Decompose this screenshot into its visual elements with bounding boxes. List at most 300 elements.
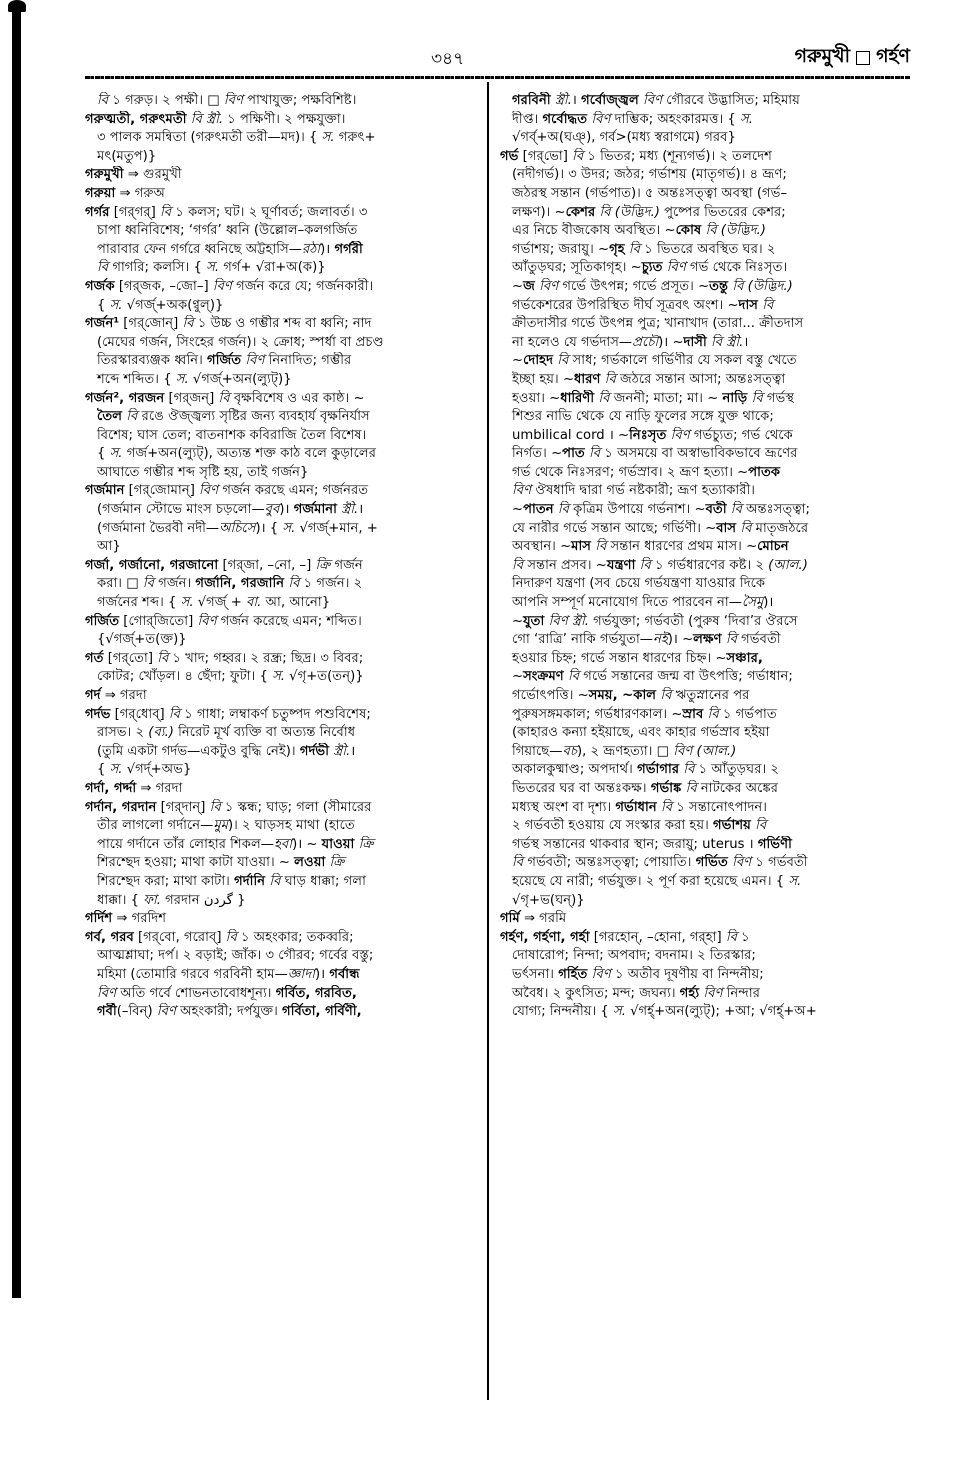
grammar-label: বিণ <box>591 966 611 982</box>
dictionary-line <box>85 482 480 501</box>
dictionary-line <box>500 799 905 818</box>
grammar-label: অচিসে <box>219 520 256 536</box>
definition-text: পুষ্পের ভিতরের কেশর; <box>659 204 786 220</box>
dictionary-line <box>85 631 480 650</box>
grammar-label: বি <box>628 241 641 257</box>
definition-text: অন্তঃসত্ত্বা; <box>741 502 810 518</box>
definition-text: ⇒ গরমি <box>519 911 567 927</box>
grammar-label: (ব্য.) <box>148 725 174 741</box>
definition-text: )। ~ <box>667 632 694 648</box>
definition-text: গাগরি; কলসি। { <box>108 260 207 276</box>
headword: গর্দভী <box>299 743 329 759</box>
grammar-label: বি স্ত্রী. <box>711 334 744 350</box>
grammar-label: স. <box>109 762 123 778</box>
dictionary-line <box>85 780 480 799</box>
headword: গরুমুখী <box>85 167 124 183</box>
dictionary-line <box>500 743 905 762</box>
grammar-label: বিণ <box>591 111 611 127</box>
dictionary-line <box>500 724 905 743</box>
page-header <box>85 42 910 72</box>
dictionary-line <box>500 668 905 687</box>
grammar-label: বা. <box>246 595 262 611</box>
dictionary-line <box>500 538 905 557</box>
page-spine-edge <box>8 0 26 1300</box>
dictionary-line <box>85 873 480 892</box>
dictionary-line <box>85 929 480 948</box>
headword: লক্ষণ <box>693 632 722 648</box>
dictionary-line <box>500 334 905 353</box>
definition-text: )। <box>314 966 330 982</box>
definition-text: দাম্ভিক; অহংকারমত্ত। { <box>610 111 741 127</box>
guide-words <box>795 42 910 74</box>
headword: সময়, ~কাল <box>588 688 657 703</box>
headword: গর্দা, গর্দ্দা <box>85 780 137 796</box>
headword: পাতন <box>523 502 554 518</box>
grammar-label: বি (উদ্ভিদ.) <box>599 204 660 220</box>
dictionary-line <box>500 278 905 297</box>
definition-text: [গর্‌জোমান্‌] <box>124 483 200 499</box>
definition-text: (–বিন্‌) <box>116 1004 157 1020</box>
grammar-label: বিণ <box>539 278 559 294</box>
dictionary-line <box>85 334 480 353</box>
grammar-label: বিণ <box>212 278 232 294</box>
grammar-label: বি <box>225 929 237 945</box>
dictionary-line <box>85 185 480 204</box>
definition-text: আ, আনো} <box>261 595 331 611</box>
left-column <box>85 92 480 1022</box>
definition-text: গর্ভস্থ <box>762 390 795 406</box>
definition-text: পুরুষসঙ্গমকাল; গর্ভধারণকাল। ~ <box>512 706 683 722</box>
headword: গর্বিতা, গর্বিণী, <box>282 1004 362 1020</box>
definition-text: গর্জনের শব্দ। { <box>97 595 181 611</box>
definition-text: )। ২ ঘাড়সহ মাথা (হাতে <box>227 818 355 834</box>
definition-text: umbilical cord । ~ <box>512 427 630 443</box>
dictionary-line <box>500 315 905 334</box>
grammar-label: বি <box>762 297 774 313</box>
definition-text: আঘাতে গম্ভীর শব্দ সৃষ্টি হয়, তাই গর্জন} <box>97 464 309 480</box>
definition-text: গর্ভে উৎপন্ন; গর্ভে প্রসূত। ~ <box>558 278 710 294</box>
definition-text: √গর্জ্‌+মান, + <box>295 520 378 536</box>
headword: স্রাব <box>682 706 704 722</box>
dictionary-line <box>500 594 905 613</box>
definition-text: জননী; মাতা; মা। ~ <box>609 390 723 406</box>
definition-text: গর্জন। <box>154 576 196 592</box>
headword: গর্বিত, গরবিত, <box>275 985 357 1001</box>
headword: দোহদ <box>523 353 554 369</box>
dictionary-line <box>85 947 480 966</box>
dictionary-line <box>85 854 480 873</box>
dictionary-line <box>85 910 480 929</box>
definition-text: ), ২ ভ্রূণহত্যা। □ <box>576 743 674 759</box>
dictionary-line <box>500 92 905 111</box>
dictionary-line <box>500 892 905 911</box>
definition-text: ২ গর্ভবতী হওয়ায় যে সংস্কার করা হয়। <box>512 818 714 834</box>
definition-text: ইচ্ছা হয়। ~ <box>512 371 575 387</box>
definition-text: [গর্‌জন্‌] <box>164 390 219 406</box>
grammar-label: বি <box>182 316 194 332</box>
definition-text: √গৃ+ভ(ঘন্‌)} <box>512 892 585 908</box>
definition-text: শিরশ্ছেদ করা; মাথা কাটা। <box>97 873 235 889</box>
grammar-label: স. <box>321 130 335 146</box>
grammar-label: স. <box>613 1004 626 1020</box>
dictionary-line <box>85 148 480 167</box>
dictionary-line <box>85 892 480 911</box>
page-number: ৩৪৭ <box>431 49 465 69</box>
grammar-label: বি <box>639 557 651 573</box>
definition-text: ক্রীতদাসীর গর্ভে উৎপন্ন পুত্র; খানাখাদ (তারা... ক্রীতদাস <box>512 316 804 332</box>
grammar-label: বি <box>683 762 695 778</box>
definition-text: । <box>358 502 364 518</box>
definition-text: গর্ভবতী; অন্তঃসত্ত্বা; পোয়াতি। <box>523 855 696 871</box>
headword: গর্জমানা <box>293 502 337 518</box>
grammar-label: বি <box>557 353 569 369</box>
headword: গর্জা, গর্জানো, গরজানো <box>85 557 219 573</box>
headword: গৃহ <box>609 241 625 257</box>
grammar-label: বি (উদ্ভিদ.) <box>732 278 793 294</box>
grammar-label: বিণ <box>223 93 243 108</box>
grammar-label: স. <box>272 669 285 685</box>
definition-text: √গর্ব্‌+অ(ঘঞ্‌), গর্ব>(মধ্য স্বরাগমে) গরব} <box>512 130 736 146</box>
grammar-label: রঠা <box>301 241 321 257</box>
definition-text: মৎ(মতুপ)} <box>97 148 157 164</box>
dictionary-line <box>500 427 905 446</box>
grammar-label: ফা. <box>143 892 161 908</box>
definition-text: দোষারোপ; নিন্দা; অপবাদ; বদনাম। ২ তিরস্কার; <box>512 948 756 964</box>
dictionary-line <box>85 687 480 706</box>
grammar-label: স. <box>109 446 123 462</box>
definition-text: [গোর্‌জিতো] <box>119 613 198 629</box>
definition-text: ⇒ গরদা <box>100 688 147 703</box>
definition-text: অবস্থান। ~ <box>512 539 572 555</box>
definition-text: [গর্‌দান্‌] <box>156 799 210 815</box>
definition-text: ১ অতীব দূষণীয় বা নিন্দনীয়; <box>610 966 764 982</box>
headword: গর্বোজ্জ্বল <box>581 93 639 108</box>
grammar-label: বি <box>725 929 737 945</box>
grammar-label: বি <box>755 818 767 834</box>
headword: গর্ত <box>85 650 104 666</box>
definition-text: কোটর; খোঁড়ল। ৪ ছেঁদা; ফুটা। { <box>97 669 273 685</box>
definition-text: আ} <box>97 539 121 555</box>
definition-text: (কাহারও কন্যা হইয়াছে, এবং কাহার গর্ভস্রাব হইয়া <box>512 725 770 741</box>
dictionary-line <box>85 222 480 241</box>
definition-text: যে নারীর গর্ভে সন্তান আছে; গর্ভিণী। ~ <box>512 520 717 536</box>
definition-text: মধ্যস্থ অংশ বা দৃশ্য। <box>512 799 616 815</box>
definition-text: ভর্ৎসনা। <box>512 966 559 982</box>
definition-text: । <box>350 743 356 759</box>
grammar-label: স. <box>175 371 189 387</box>
dictionary-line <box>500 241 905 260</box>
grammar-label: বি <box>730 502 742 518</box>
headword: ধারিণী <box>560 390 595 406</box>
dictionary-line <box>500 817 905 836</box>
definition-text: গর্জন করেছে এমন; শব্দিত। <box>216 613 362 629</box>
grammar-label: বি <box>209 799 221 815</box>
headword: কোষ <box>675 223 702 239</box>
dictionary-line <box>500 297 905 316</box>
definition-text: গো ‘রাত্রি’ নাকি গর্ভযুতা— <box>512 632 653 648</box>
definition-text: ১ ভিতরে অবস্থিত ঘর। ২ <box>640 241 776 257</box>
dictionary-line <box>85 594 480 613</box>
headword: বাস <box>716 520 737 536</box>
definition-text: )। { <box>255 520 283 536</box>
definition-text: শিশুর নাভি থেকে যে নাড়ি ফুলের সঙ্গে যুক্ত থাকে; <box>512 409 774 425</box>
definition-text: ৩ পালক সমন্বিতা (গরুৎমতী তরী—মদ)। { <box>97 130 322 146</box>
definition-text: নিন্দার <box>722 985 760 1001</box>
grammar-label: বিণ <box>197 613 217 629</box>
definition-text: ~ <box>512 613 524 629</box>
headword: গর্জানি, গরজানি <box>195 576 285 592</box>
dictionary-line <box>85 836 480 855</box>
dictionary-line <box>85 501 480 520</box>
dictionary-line <box>500 482 905 501</box>
definition-text: )। <box>320 241 335 257</box>
grammar-label: ক্রি <box>329 855 345 871</box>
grammar-label: স. <box>740 111 753 127</box>
grammar-label: বি <box>572 148 584 164</box>
dictionary-line <box>85 966 480 985</box>
dictionary-line <box>85 668 480 687</box>
dictionary-line <box>500 111 905 130</box>
definition-text: ⇒ গরুঅ <box>115 185 165 201</box>
grammar-label: বিণ <box>156 1004 176 1020</box>
dictionary-line <box>500 575 905 594</box>
definition-text: করা। □ <box>97 576 143 592</box>
grammar-label: ক্রি <box>315 557 331 573</box>
grammar-label: বিণ <box>245 353 265 369</box>
dictionary-line <box>85 724 480 743</box>
spine-bar <box>12 6 21 1298</box>
headword: গর্দিশ <box>85 911 113 927</box>
definition-text: ১ অসময়ে বা অস্বাভাবিকভাবে ভ্রূণের <box>600 446 798 462</box>
definition-text: [গরহোন্‌, –হোনা, গর্‌হা] <box>589 929 726 945</box>
dictionary-line <box>500 390 905 409</box>
grammar-label: স্ত্রী. <box>554 93 572 108</box>
definition-text: শব্দে শব্দিত। { <box>97 371 176 387</box>
grammar-label: (আল.) <box>768 557 808 573</box>
dictionary-line <box>85 1003 480 1022</box>
dictionary-line <box>85 427 480 446</box>
grammar-label: বি <box>142 576 154 592</box>
definition-text: বিশেষ; ঘাস তেল; বাতনাশক কবিরাজি তৈল বিশেষ। <box>97 427 367 443</box>
definition-text: গর্ভাশয়; জরায়ু। ~ <box>512 241 610 257</box>
headword: গর্ব, গরব <box>85 929 134 945</box>
headword: জ <box>523 278 535 294</box>
definition-text: বৃক্ষবিশেষ ও এর কাষ্ঠ। ~ <box>229 390 365 406</box>
definition-text: হয়েছে যে নারী; গর্ভযুক্ত। ২ পূর্ণ করা হয়েছে এমন। { <box>512 873 789 889</box>
dictionary-line <box>85 538 480 557</box>
definition-text: {√গর্জ্‌+ত(ক্ত)} <box>97 632 187 648</box>
grammar-label: বি <box>685 780 697 796</box>
definition-text: গর্গ+ √রা+অ(ক)} <box>219 260 326 276</box>
dictionary-line <box>85 445 480 464</box>
dictionary-line <box>500 780 905 799</box>
definition-text: হওয়া। ~ <box>512 390 561 406</box>
headword: সংক্রমণ <box>523 669 564 685</box>
definition-text: ~ <box>512 669 524 685</box>
dictionary-line <box>500 166 905 185</box>
definition-text: গর্ভে সন্তানের জন্ম বা উৎপত্তি; গর্ভাধান; <box>579 669 793 685</box>
dictionary-line <box>85 129 480 148</box>
guide-word-first: গরুমুখী <box>794 45 851 67</box>
definition-text: ঔষধাদি দ্বারা গর্ভ নষ্টকারী; ভ্রূণ হত্যাকারী। <box>531 483 756 499</box>
grammar-label: বি <box>269 873 281 889</box>
grammar-label: স. <box>788 873 802 889</box>
grammar-label: বিণ <box>199 483 219 499</box>
definition-text: শিরশ্ছেদ হওয়া; মাথা কাটা যাওয়া। ~ <box>97 855 295 871</box>
grammar-label: বিণ <box>643 93 663 108</box>
headword: নাড়ি <box>722 390 748 406</box>
grammar-label: স্ত্রী. <box>333 743 351 759</box>
grammar-label: স. <box>180 595 194 611</box>
definition-text: { <box>97 297 110 313</box>
definition-text: এর নিচে বীজকোষ অবস্থিত। ~ <box>512 223 676 239</box>
dictionary-line <box>500 631 905 650</box>
headword: মোচন <box>757 539 789 555</box>
grammar-label: বি <box>660 799 673 815</box>
definition-text: আত্মশ্লাঘা; দর্প। ২ বড়াই; জাঁক। ৩ গৌরব; গর্বের বস্তু; <box>97 948 374 964</box>
grammar-label: বি <box>218 390 230 406</box>
definition-text: গরুৎ+ <box>334 130 376 146</box>
definition-text: ভিতরের ঘর বা অন্তঃকক্ষ। <box>512 780 651 796</box>
definition-text: ১ গাধা; লম্বাকর্ণ চতুষ্পদ পশুবিশেষ; <box>180 706 371 722</box>
dictionary-line <box>85 817 480 836</box>
definition-text: গর্ভবতী <box>736 632 781 648</box>
dictionary-line <box>500 352 905 371</box>
grammar-label: বি <box>740 520 752 536</box>
definition-text: { <box>97 446 110 462</box>
headword: গর্ভাশয় <box>713 818 751 834</box>
grammar-label: বিণ <box>703 985 723 1001</box>
headword: গর্গরী <box>334 241 363 257</box>
definition-text: গর্ভকেশরের উপরিস্থিত দীর্ঘ সূত্রবৎ অংশ। ~ <box>512 297 739 313</box>
headword: গর্ভ <box>500 148 519 164</box>
definition-text: নির্গত। ~ <box>512 446 563 462</box>
definition-text: ঋতুস্নানের পর <box>671 688 750 703</box>
headword: লওয়া <box>294 855 326 871</box>
grammar-label: স. <box>109 297 123 313</box>
definition-text: পায়ে গর্দানে তাঁর লোহার শিকল— <box>97 836 274 852</box>
definition-text: [গর্‌তো] <box>103 650 158 666</box>
dictionary-line <box>85 408 480 427</box>
definition-text: গর্ভযুক্তা; গর্ভবতী (পুরুষ ‘দিবা’র ঔরসে <box>588 613 798 629</box>
headword: গর্হ্য <box>679 985 700 1001</box>
dictionary-line <box>500 185 905 204</box>
grammar-label: বি <box>604 371 616 387</box>
definition-text: গর্ভস্থ সন্তানের থাকবার স্থান; জরায়ু; uterus । <box>512 836 758 852</box>
definition-text: (গর্জমান স্টোভে মাংস চড়লো— <box>97 502 265 518</box>
headword: দাস <box>738 297 758 313</box>
definition-text: না হলেও যে গর্ভদাস— <box>512 334 633 350</box>
headword: গর্দান, গরদান <box>85 799 157 815</box>
headword: নিঃসৃত <box>629 427 667 443</box>
definition-text: চাপা ধ্বনিবিশেষ; ‘গর্গর’ ধ্বনি (উল্লোল–কলগর্জিত <box>97 223 358 239</box>
dictionary-line <box>500 501 905 520</box>
dictionary-line <box>500 929 905 948</box>
grammar-label: বচ <box>562 743 577 759</box>
headword: গর্ভিত <box>695 855 728 871</box>
grammar-label: বিণ স্ত্রী. <box>548 613 589 629</box>
definition-text: অহংকারী; দর্পযুক্ত। <box>175 1004 283 1020</box>
dictionary-line <box>85 985 480 1004</box>
definition-text: গর্জন <box>330 557 363 573</box>
headword: সঞ্চার, <box>726 650 763 666</box>
grammar-label: বিণ <box>666 260 686 276</box>
grammar-label: বিণ <box>732 855 752 871</box>
headword: ধারণ <box>574 371 601 387</box>
definition-text: নিনাদিত; গম্ভীর <box>264 353 352 369</box>
dictionary-line <box>500 520 905 539</box>
headword: গরুত্মতী, গরুৎমতী <box>85 111 187 127</box>
definition-text: লক্ষণ)। ~ <box>512 204 566 220</box>
dictionary-line <box>85 111 480 130</box>
definition-text: ১ গর্ভধারণের কষ্ট। ২ <box>650 557 769 573</box>
headword: গরুয়া <box>85 185 116 201</box>
dictionary-line <box>500 129 905 148</box>
dictionary-line <box>500 947 905 966</box>
definition-text: হওয়ার চিহ্ন; গর্ভে সন্তান ধারণের চিহ্ন। ~ <box>512 650 727 666</box>
definition-text: ⇒ গরদিশ <box>112 911 166 927</box>
grammar-label: বি <box>751 390 763 406</box>
grammar-label: মুম <box>213 818 228 834</box>
definition-text: ১ পক্ষিণী। ২ পক্ষযুক্তা। <box>223 111 346 127</box>
guide-word-last: গর্হণ <box>876 45 910 67</box>
definition-text: গর্ভোৎপত্তি। ~ <box>512 688 589 703</box>
column-divider <box>487 82 489 1400</box>
grammar-label: স. <box>206 260 220 276</box>
definition-text: অকালকুষ্মাণ্ড; অপদার্থ। <box>512 762 638 778</box>
dictionary-line <box>500 464 905 483</box>
dictionary-line <box>85 92 480 111</box>
grammar-label: বিণ <box>670 427 690 443</box>
definition-text: [গর্‌ধোব্‌] <box>110 706 169 722</box>
grammar-label: বি <box>589 446 601 462</box>
header-rule <box>85 76 910 79</box>
headword: গর্বী <box>97 1004 117 1020</box>
definition-text: গর্ভ থেকে নিঃসৃত। <box>685 260 788 276</box>
dictionary-line <box>85 315 480 334</box>
dictionary-line <box>500 1003 905 1022</box>
definition-text: [গর্‌ভো] <box>518 148 573 164</box>
headword: তন্তু <box>709 278 729 294</box>
headword: গর্দানি <box>234 873 266 889</box>
dictionary-line <box>500 966 905 985</box>
definition-text: ১ স্কন্ধ; ঘাড়; গলা (সীমারের <box>220 799 372 815</box>
right-column <box>500 92 905 1022</box>
definition-text: তীর লাগলো গর্দানে— <box>97 818 214 834</box>
grammar-label: বি <box>97 93 109 108</box>
grammar-label: বি <box>168 706 181 722</box>
definition-text: [গর্‌জা, –নো, –] <box>218 557 316 573</box>
headword: গর্হিত <box>558 966 588 982</box>
grammar-label: নই <box>653 632 668 648</box>
dictionary-line <box>85 297 480 316</box>
definition-text: । <box>743 334 749 350</box>
grammar-label: বি <box>725 632 737 648</box>
dictionary-line <box>85 371 480 390</box>
headword: যুতা <box>523 613 545 629</box>
headword: গর্জিত <box>207 353 242 369</box>
grammar-label: বি <box>288 576 300 592</box>
definition-text: ১ <box>736 929 750 945</box>
dictionary-line <box>85 204 480 223</box>
dictionary-line <box>85 259 480 278</box>
definition-text: সন্তান প্রসব। ~ <box>523 557 607 573</box>
grammar-label: বিণ (আল.) <box>673 743 737 759</box>
headword: গর্মি <box>500 911 520 927</box>
headword: গর্হণ, গর্হণা, গর্হা <box>500 929 590 945</box>
definition-text: নিরেট মূর্খ ব্যক্তি বা অত্যন্ত নির্বোধ <box>173 725 356 741</box>
grammar-label: বি <box>595 539 607 555</box>
